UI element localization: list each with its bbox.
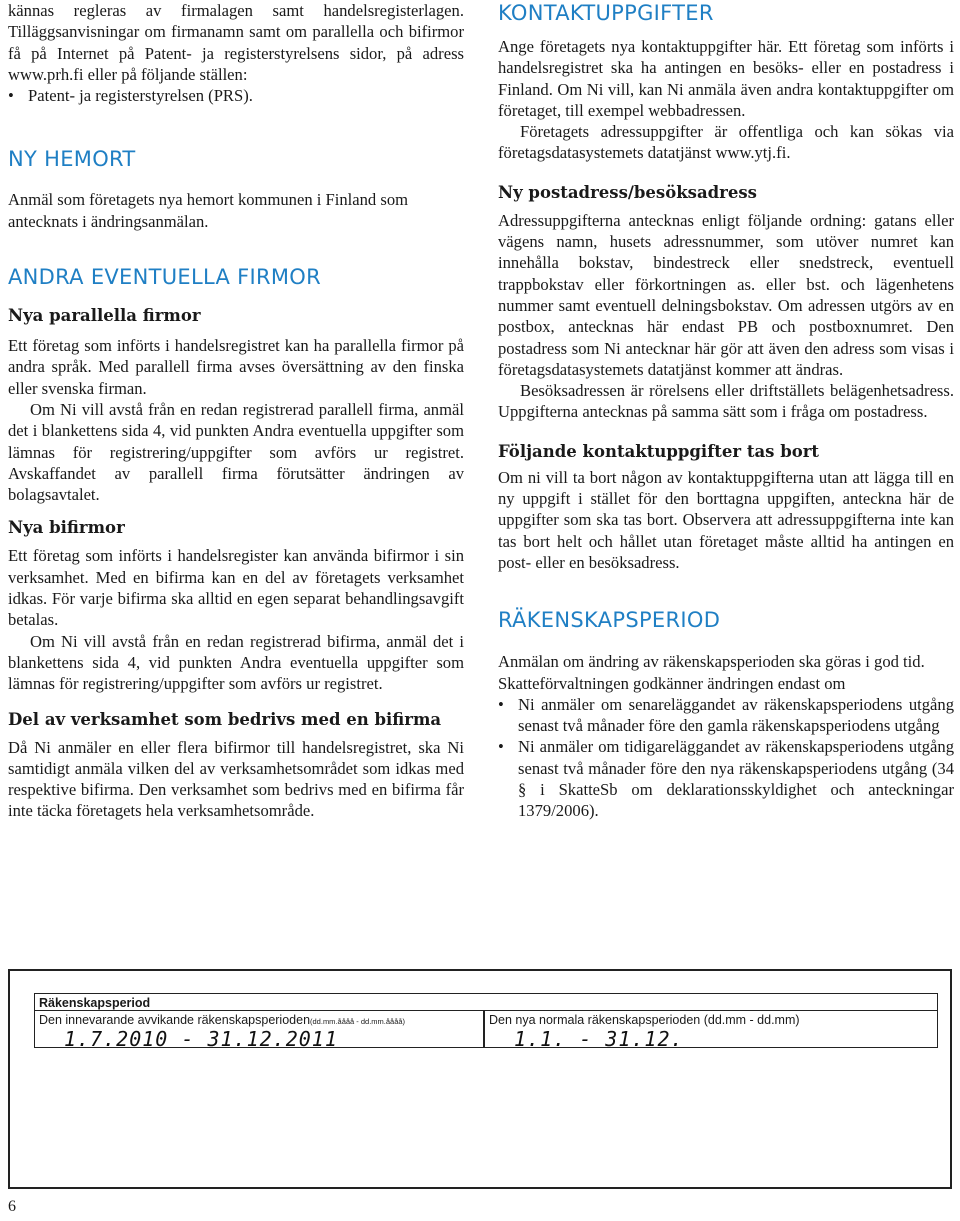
current-period-value: 1.7.2010 - 31.12.2011 <box>64 1027 338 1051</box>
kontakt-p1: Ange företagets nya kontaktuppgifter här. Ett företag som införts i handelsregistret ska ha antingen en besöks- eller en postadress i Finland. Om Ni vill, kan Ni anmäla även andra kontaktuppgifter om företaget, till exempel webbadressen. <box>498 37 954 120</box>
tas-bort-heading: Följande kontaktuppgifter tas bort <box>498 441 820 461</box>
rakenskapsperiod-p1: Anmälan om ändring av räkenskapsperioden ska göras i god tid. Skatteförvaltningen godkänner ändringen endast om <box>498 652 925 693</box>
left-column <box>8 0 464 822</box>
postadress-p2: Besöksadressen är rörelsens eller driftställets belägenhetsadress. Uppgifterna antecknas på samma sätt som i fråga om postadress. <box>498 381 954 422</box>
form-excerpt-frame <box>8 969 952 1189</box>
rakenskapsperiod-bullets <box>498 694 954 822</box>
ny-hemort-text: Anmäl som företagets nya hemort kommunen i Finland som antecknats i ändringsanmälan. <box>8 190 409 231</box>
kontakt-heading: KONTAKTUPPGIFTER <box>498 1 714 25</box>
intro-bullet-list <box>8 85 464 106</box>
postadress-p1: Adressuppgifterna antecknas enligt följande ordning: gatans eller vägens namn, husets adressnummer, som utöver numret kan innehålla bokstav, bindestreck eller snedstreck, eventuell trappbokstav eller förkortningen as. eller bst. och lägenhetens nummer samt eventuell delningsbokstav. Om adressen utgörs av en postbox, antecknas här endast PB och postboxnumret. Den postadress som Ni antecknar här gör att även den adress som visas i företagsdatasystemets datatjänst kommer att ändras. <box>498 210 954 379</box>
intro-bullet: • Patent- ja registerstyrelsen (PRS). <box>8 85 464 106</box>
bifirmor-p2: Om Ni vill avstå från en redan registrerad bifirma, anmäl det i blankettens sida 4, vid punkten Andra eventuella uppgifter som lämnas för registrering/uppgifter som avförs ur registret. <box>8 631 464 694</box>
rakenskapsperiod-bullet-2: • Ni anmäler om tidigareläggandet av räkenskapsperiodens utgång senast två månader före den nya räkenskapsperiodens utgång (34 § i SkatteSb om deklarationsskyldighet och anteckningar 1379/2006). <box>498 736 954 821</box>
del-av-verksamhet-heading: Del av verksamhet som bedrivs med en bifirma <box>8 709 442 729</box>
parallella-firmor-heading: Nya parallella firmor <box>8 306 201 326</box>
parallella-firmor-p1: Ett företag som införts i handelsregistret kan ha parallella firmor på andra språk. Med parallell firma avses översättning av den finska eller svenska firman. <box>8 336 464 398</box>
right-column <box>498 0 954 822</box>
bifirmor-p1: Ett företag som införts i handelsregister kan använda bifirmor i sin verksamhet. Med en bifirma kan en del av företagets verksamhet idkas. För varje bifirma ska alltid en egen separat behandlingsavgift betalas. <box>8 546 464 630</box>
postadress-heading: Ny postadress/besöksadress <box>498 182 757 202</box>
intro-paragraph: kännas regleras av firmalagen samt handelsregisterlagen. Tilläggsanvisningar om firmanamn samt om parallella och bifirmor få på Internet på Patent- ja registerstyrelsens sidor, på adress www.prh.fi eller på följande ställen: <box>8 1 464 84</box>
parallella-firmor-p2: Om Ni vill avstå från en redan registrerad parallell firma, anmäl det i blankettens sida 4, vid punkten Andra eventuella uppgifter som lämnas för registrering/uppgifter som avförs ur registret. Avskaffandet av parallell firma förutsätter ändringen av bolagsavtalet. <box>8 399 464 505</box>
rakenskapsperiod-form <box>34 993 940 1071</box>
form-title: Räkenskapsperiod <box>34 993 938 1011</box>
new-period-value: 1.1. - 31.12. <box>514 1027 684 1051</box>
new-period-label: Den nya normala räkenskapsperioden (dd.mm - dd.mm) <box>489 1013 800 1027</box>
current-period-label: Den innevarande avvikande räkenskapsperioden <box>39 1013 311 1027</box>
bifirmor-heading: Nya bifirmor <box>8 518 125 538</box>
andra-firmor-heading: ANDRA EVENTUELLA FIRMOR <box>8 265 322 290</box>
del-av-verksamhet-p1: Då Ni anmäler en eller flera bifirmor till handelsregistret, ska Ni samtidigt anmäla vilken del av verksamhetsområdet som idkas med respektive bifirma. Den verksamhet som bedrivs med en bifirma får inte täcka företagets hela verksamhetsområde. <box>8 737 464 821</box>
rakenskapsperiod-bullet-1: • Ni anmäler om senareläggandet av räkenskapsperiodens utgång senast två månader före den gamla räkenskapsperiodens utgång <box>498 694 954 737</box>
tas-bort-p1: Om ni vill ta bort någon av kontaktuppgifterna utan att lägga till en ny uppgift i stället för den borttagna uppgiften, anteckna här de uppgifter som ska tas bort. Observera att adressuppgifterna inte kan tas bort helt och hållet utan företaget måste alltid ha antingen en post- eller en besöksadress. <box>498 467 954 572</box>
current-period-hint: (dd.mm.åååå - dd.mm.åååå) <box>310 1017 406 1026</box>
kontakt-p2: Företagets adressuppgifter är offentliga och kan sökas via företagsdatasystemets datatjänst www.ytj.fi. <box>498 122 954 163</box>
page-number: 6 <box>8 1198 16 1215</box>
rakenskapsperiod-heading: RÄKENSKAPSPERIOD <box>498 608 721 633</box>
ny-hemort-heading: NY HEMORT <box>8 147 136 172</box>
